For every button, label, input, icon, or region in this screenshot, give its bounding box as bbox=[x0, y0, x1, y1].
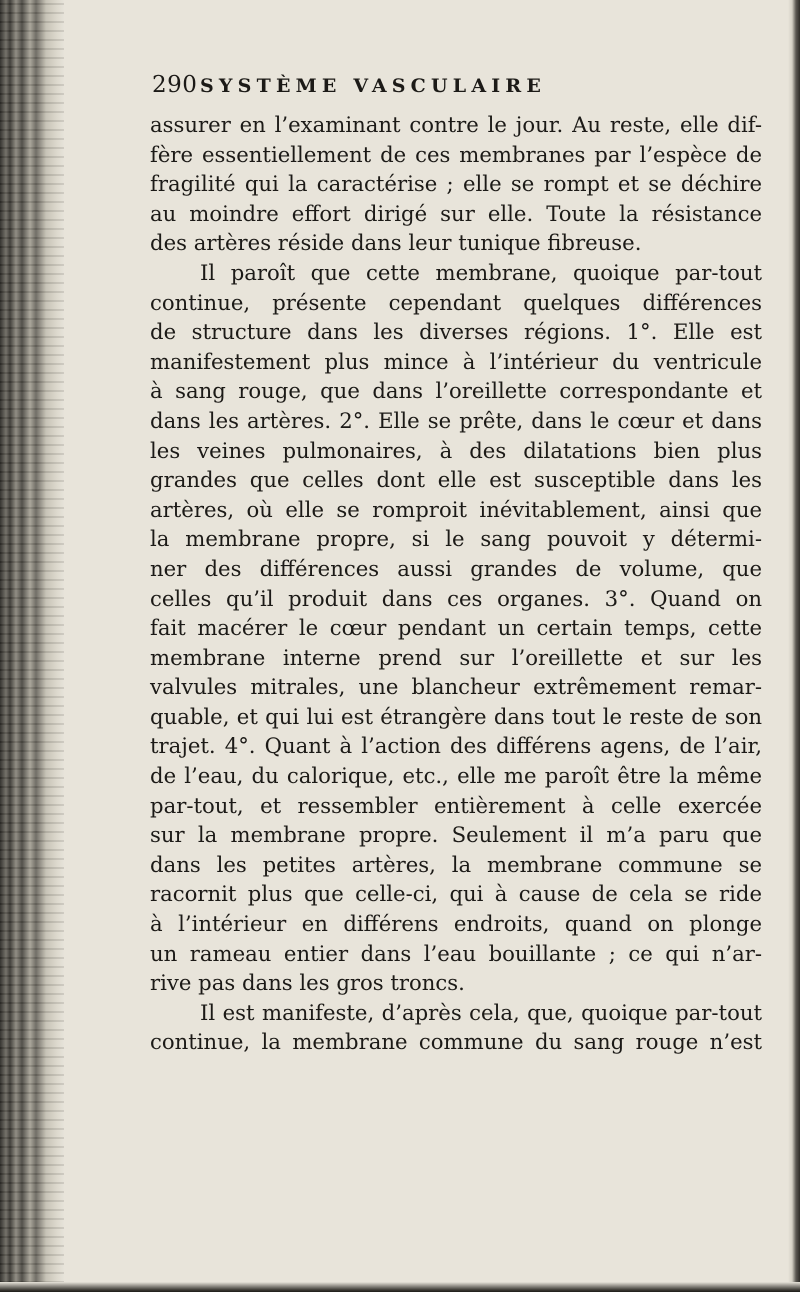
text-line: quable, et qui lui est étrangère dans tout le reste de son bbox=[150, 703, 762, 729]
text-line: la membrane propre, si le sang pouvoit y détermi- bbox=[150, 526, 762, 552]
text-line: trajet. 4°. Quant à l’action des différens agens, de l’air, bbox=[150, 733, 762, 759]
text-line: membrane interne prend sur l’oreillette et sur les bbox=[150, 644, 762, 670]
text-line: de structure dans les diverses régions. 1°. Elle est bbox=[150, 319, 762, 345]
text-line: continue, la membrane commune du sang rouge n’est bbox=[150, 1029, 762, 1055]
text-line: racornit plus que celle-ci, qui à cause de cela se ride bbox=[150, 881, 762, 907]
text-line: grandes que celles dont elle est susceptible dans les bbox=[150, 467, 762, 493]
text-line: assurer en l’examinant contre le jour. Au reste, elle dif- bbox=[150, 112, 762, 137]
text-line: au moindre effort dirigé sur elle. Toute la résistance bbox=[150, 200, 762, 226]
text-line: ner des différences aussi grandes de volume, que bbox=[150, 555, 762, 581]
paragraph bbox=[150, 258, 780, 998]
text-line: dans les petites artères, la membrane commune se bbox=[150, 851, 762, 877]
text-line: à sang rouge, que dans l’oreillette correspondante et bbox=[150, 378, 762, 404]
text-line: manifestement plus mince à l’intérieur du ventricule bbox=[150, 348, 762, 374]
page-bottom-edge bbox=[0, 1282, 800, 1292]
text-line: des artères réside dans leur tunique fibreuse. bbox=[150, 230, 642, 256]
text-line: fait macérer le cœur pendant un certain temps, cette bbox=[150, 615, 762, 641]
text-line: rive pas dans les gros troncs. bbox=[150, 970, 465, 996]
text-line: artères, où elle se romproit inévitablement, ainsi que bbox=[150, 496, 762, 522]
text-line: à l’intérieur en différens endroits, quand on plonge bbox=[150, 911, 762, 937]
text-line: sur la membrane propre. Seulement il m’a paru que bbox=[150, 822, 762, 848]
text-line: fragilité qui la caractérise ; elle se rompt et se déchire bbox=[150, 171, 762, 197]
text-line: Il paroît que cette membrane, quoique par-tout bbox=[200, 259, 762, 285]
text-line: un rameau entier dans l’eau bouillante ; ce qui n’ar- bbox=[150, 940, 762, 966]
text-line: valvules mitrales, une blancheur extrêmement remar- bbox=[150, 674, 762, 700]
text-line: continue, présente cependant quelques différences bbox=[150, 289, 762, 315]
page-number: 290 bbox=[152, 72, 198, 98]
paragraph bbox=[150, 998, 780, 1057]
text-line: dans les artères. 2°. Elle se prête, dans le cœur et dans bbox=[150, 407, 762, 433]
paragraph bbox=[150, 110, 780, 258]
page-edge bbox=[788, 0, 800, 1292]
text-line: fère essentiellement de ces membranes par l’espèce de bbox=[150, 141, 762, 167]
text-line: de l’eau, du calorique, etc., elle me paroît être la même bbox=[150, 763, 762, 789]
book-binding bbox=[0, 0, 64, 1292]
page-header bbox=[152, 72, 780, 110]
book-page bbox=[150, 72, 780, 1057]
text-line: les veines pulmonaires, à des dilatations bien plus bbox=[150, 437, 762, 463]
running-head: SYSTÈME VASCULAIRE bbox=[200, 75, 547, 97]
text-line: par-tout, et ressembler entièrement à celle exercée bbox=[150, 792, 762, 818]
text-line: celles qu’il produit dans ces organes. 3°. Quand on bbox=[150, 585, 762, 611]
text-line: Il est manifeste, d’après cela, que, quoique par-tout bbox=[200, 999, 762, 1025]
